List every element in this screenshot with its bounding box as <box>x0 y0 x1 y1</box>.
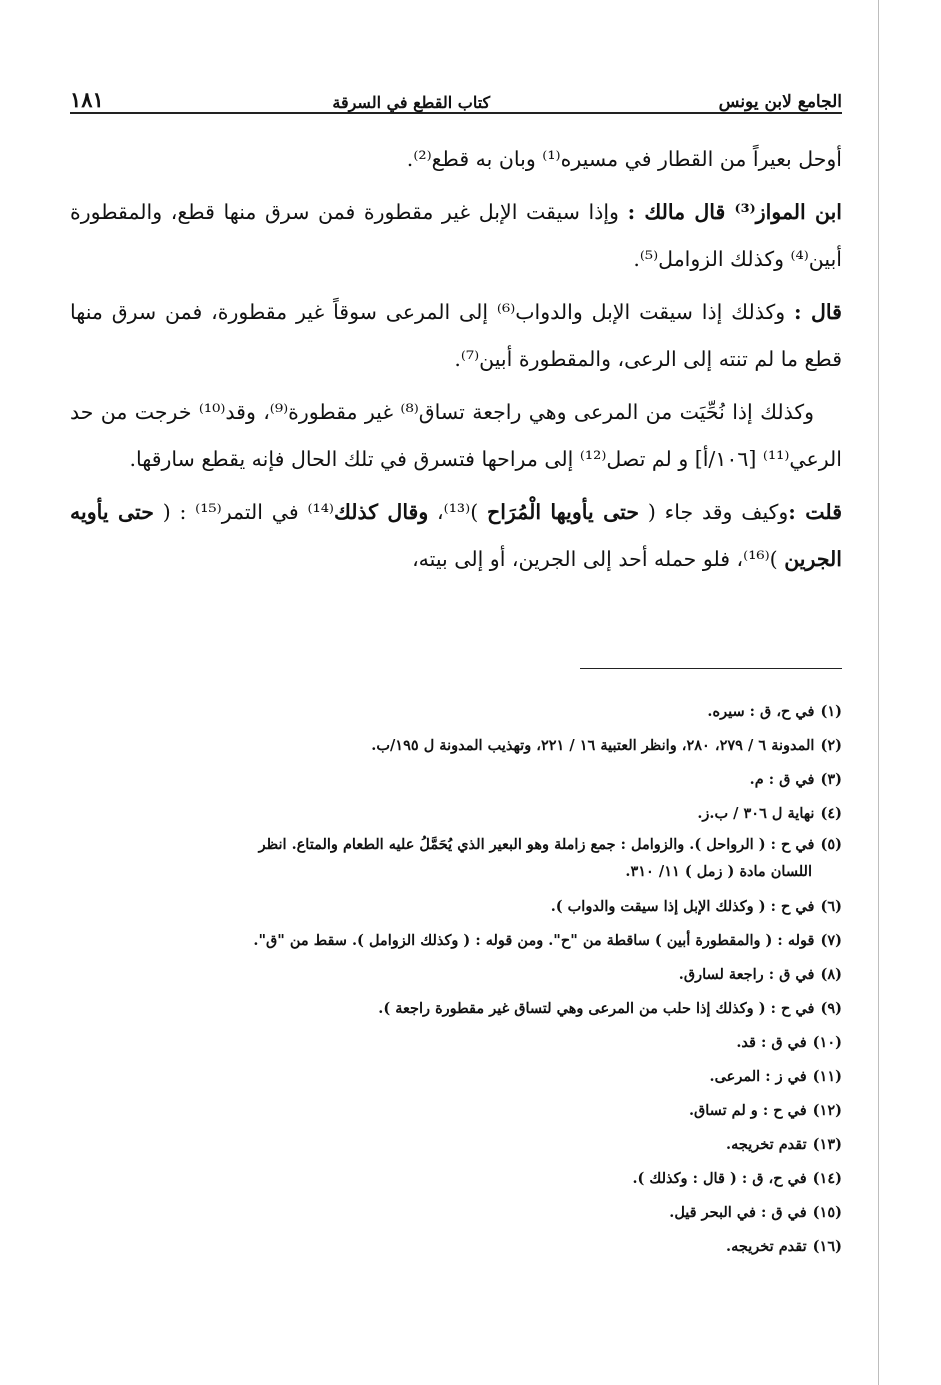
chapter-title: كتاب القطع في السرقة <box>332 93 491 112</box>
footnote-2 <box>70 729 842 763</box>
footnote-text: في ز : المرعى. <box>709 1068 807 1085</box>
footnote-number: (٢) <box>820 737 842 754</box>
book-title: الجامع لابن يونس <box>718 92 842 112</box>
footnote-text: في ق : قد. <box>736 1034 807 1051</box>
footnote-number: (١٣) <box>812 1136 842 1153</box>
paragraph-3-lead: قال : <box>793 300 842 324</box>
footnote-text: المدونة ٦ / ٢٧٩، ٢٨٠، وانظر العتبية ١٦ / ٢٢١، وتهذيب المدونة ل ١٩٥/ب. <box>371 737 815 754</box>
footnote-4 <box>70 797 842 831</box>
footnote-number: (١٠) <box>812 1034 842 1051</box>
footnote-text: تقدم تخريجه. <box>726 1238 807 1255</box>
footnote-3 <box>70 763 842 797</box>
footnote-12 <box>70 1094 842 1128</box>
footnote-number: (٤) <box>820 805 842 822</box>
paragraph-4: وكذلك إذا نُحِّيَت من المرعى وهي راجعة تساق⁽⁸⁾ غير مقطورة⁽⁹⁾، وقد⁽¹⁰⁾ خرجت من حد الرعي⁽¹¹⁾ [١٠٦/أ] و لم تصل⁽¹²⁾ إلى مراحها فتسرق في تلك الحال فإنه يقطع سارقها. <box>70 400 842 471</box>
footnote-8 <box>70 958 842 992</box>
paragraph-5-text-a: وكيف وقد جاء ( <box>639 500 789 524</box>
footnote-10 <box>70 1026 842 1060</box>
footnote-11 <box>70 1060 842 1094</box>
footnote-13 <box>70 1128 842 1162</box>
paragraph-2-text: وإذا سيقت الإبل غير مقطورة فمن سرق منها قطع، والمقطورة أبين⁽⁴⁾ وكذلك الزوامل⁽⁵⁾. <box>70 200 842 271</box>
footnote-number: (١٤) <box>812 1170 842 1187</box>
footnote-text: نهاية ل ٣٠٦ / ب.ز. <box>697 805 815 822</box>
footnote-number: (١٥) <box>812 1204 842 1221</box>
footnote-9 <box>70 992 842 1026</box>
footnote-text: في ق : راجعة لسارق. <box>678 966 815 983</box>
footnote-text: في ح : ( وكذلك إذا حلب من المرعى وهي لتساق غير مقطورة راجعة ). <box>378 1000 815 1017</box>
page-edge-line <box>878 0 879 1385</box>
footnote-1 <box>70 695 842 729</box>
footnote-number: (١١) <box>812 1068 842 1085</box>
footnote-number: (٦) <box>820 898 842 915</box>
footnote-text: في ق : في البحر قيل. <box>669 1204 807 1221</box>
footnote-number: (٥) <box>820 836 842 853</box>
footnote-text: تقدم تخريجه. <box>726 1136 807 1153</box>
page-number: ١٨١ <box>70 87 104 112</box>
book-page <box>70 80 842 589</box>
footnote-text: في ح، ق : سيره. <box>707 703 815 720</box>
hadith-quote-1: حتى يأويها الْمُرَاح <box>486 500 640 524</box>
footnote-6 <box>70 890 842 924</box>
paragraph-5-text-c: وقال كذلك <box>333 500 429 524</box>
footnote-number: (٨) <box>820 966 842 983</box>
paragraph-3 <box>70 289 842 383</box>
footnote-text: في ح : ( وكذلك الإبل إذا سيقت والدواب ). <box>550 898 815 915</box>
footnote-15 <box>70 1196 842 1230</box>
footnote-number: (١٢) <box>812 1102 842 1119</box>
footnote-14 <box>70 1162 842 1196</box>
hadith-quote-2: حتى يأويه الجرين <box>70 500 842 571</box>
footnote-text-continued: اللسان مادة ( زمل ) ١١/ ٣١٠. <box>625 863 812 880</box>
footnote-number: (٩) <box>820 1000 842 1017</box>
footnote-text: في ح : و لم تساق. <box>688 1102 807 1119</box>
footnote-number: (١٦) <box>812 1238 842 1255</box>
footnote-number: (١) <box>820 703 842 720</box>
paragraph-1: أوحل بعيراً من القطار في مسيره⁽¹⁾ وبان به قطع⁽²⁾. <box>406 147 842 171</box>
paragraph-2-lead: ابن المواز⁽³⁾ قال مالك : <box>627 200 842 224</box>
footnotes <box>70 695 842 1264</box>
footnote-text: في ح، ق : ( قال : وكذلك ). <box>632 1170 807 1187</box>
paragraph-5-lead: قلت : <box>788 500 842 524</box>
paragraph-5 <box>70 489 842 583</box>
footnote-number: (٣) <box>820 771 842 788</box>
footnote-number: (٧) <box>820 932 842 949</box>
paragraph-3-text: وكذلك إذا سيقت الإبل والدواب⁽⁶⁾ إلى المرعى سوقاً غير مقطورة، فمن سرق منها قطع ما لم تنته إلى الرعى، والمقطورة أبين⁽⁷⁾. <box>70 300 842 371</box>
footnote-16 <box>70 1230 842 1264</box>
paragraph-2 <box>70 189 842 283</box>
footnote-text: قوله : ( والمقطورة أبين ) ساقطة من "ح". ومن قوله : ( وكذلك الزوامل ). سقط من "ق". <box>253 932 815 949</box>
paragraph-5-text-b: )⁽¹³⁾، <box>428 500 487 524</box>
paragraph-5-text-d: ⁽¹⁴⁾ في التمر⁽¹⁵⁾ : ( <box>153 500 334 524</box>
footnote-text: في ح : ( الرواحل ). والزوامل : جمع زاملة وهو البعير الذي يُحَمَّلُ عليه الطعام والمتاع. انظر <box>258 836 815 853</box>
footnote-7 <box>70 924 842 958</box>
running-header <box>70 80 842 114</box>
main-text <box>70 136 842 583</box>
footnote-5 <box>70 831 842 885</box>
footnote-separator <box>580 668 842 669</box>
paragraph-5-text-e: )⁽¹⁶⁾، فلو حمله أحد إلى الجرين، أو إلى بيته، <box>412 547 785 571</box>
footnote-text: في ق : م. <box>749 771 815 788</box>
